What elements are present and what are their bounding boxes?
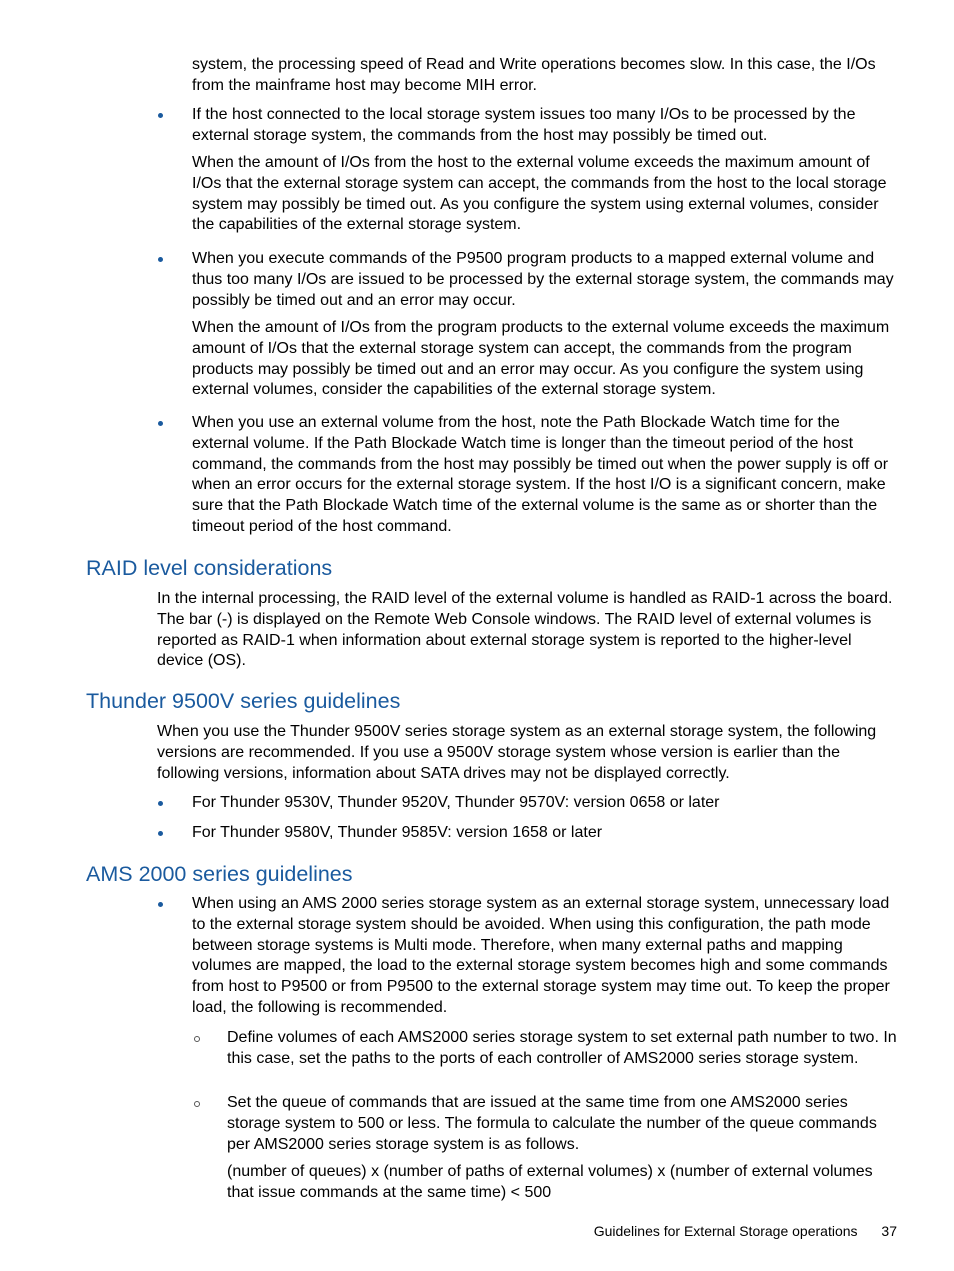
continuation-paragraph: system, the processing speed of Read and Write operations becomes slow. In this case, the I/Os from the mainframe host may become MIH error. (192, 56, 876, 94)
bullet-detail-paragraph: When the amount of I/Os from the host to the external volume exceeds the maximum amount of I/Os that the external storage system can accept, the commands from the host to the local storage system may possibly be timed out. As you configure the system using external volumes, consider the capabilities of the external storage system. (192, 154, 887, 234)
page-number: 37 (881, 1223, 897, 1239)
bullet-icon (158, 831, 163, 836)
thunder-body: When you use the Thunder 9500V series storage system as an external storage system, the following versions are recommended. If you use a 9500V storage system whose version is earlier than the following versions, information about SATA drives may not be displayed correctly. (157, 723, 877, 782)
ams-subitem: Set the queue of commands that are issued at the same time from one AMS2000 series storage system to 500 or less. The formula to calculate the number of the queue commands per AMS2000 series storage system is as follows. (227, 1094, 877, 1153)
raid-body: In the internal processing, the RAID level of the external volume is handled as RAID-1 across the board. The bar (-) is displayed on the Remote Web Console windows. The RAID level of external volumes is reported as RAID-1 when information about external storage system is reported to the higher-level device (OS). (157, 590, 893, 670)
sub-bullet-icon (194, 1036, 200, 1042)
bullet-detail-paragraph: When the amount of I/Os from the program products to the external volume exceeds the maximum amount of I/Os that the external storage system can accept, the commands from the program products may possibly be timed out and an error may occur. As you configure the system using external volumes, consider the capabilities of the external storage system. (192, 319, 890, 399)
thunder-item: For Thunder 9580V, Thunder 9585V: version 1658 or later (192, 824, 603, 841)
bullet-icon (158, 113, 163, 118)
section-heading-ams: AMS 2000 series guidelines (86, 862, 353, 886)
sub-bullet-icon (194, 1101, 200, 1107)
bullet-text: When you use an external volume from the host, note the Path Blockade Watch time for the external volume. If the Path Blockade Watch time is longer than the timeout period of the host command, the commands from the host may possibly be timed out when the power supply is off or when an error occurs for the external storage system. If the host I/O is a significant concern, make sure that the Path Blockade Watch time of the external volume is the same as or shorter than the timeout period of the host command. (192, 414, 889, 535)
page-footer (594, 1222, 897, 1240)
bullet-icon (158, 902, 163, 907)
section-heading-thunder: Thunder 9500V series guidelines (86, 689, 401, 713)
ams-formula: (number of queues) x (number of paths of external volumes) x (number of external volumes that issue commands at the same time) < 500 (227, 1163, 873, 1201)
bullet-icon (158, 801, 163, 806)
section-heading-raid: RAID level considerations (86, 556, 333, 580)
ams-subitem: Define volumes of each AMS2000 series storage system to set external path number to two. In this case, set the paths to the ports of each controller of AMS2000 series storage system. (227, 1029, 897, 1067)
bullet-text: When you execute commands of the P9500 program products to a mapped external volume and thus too many I/Os are issued to be processed by the external storage system, the commands may possibly be timed out and an error may occur. (192, 250, 894, 309)
bullet-text: If the host connected to the local storage system issues too many I/Os to be processed by the external storage system, the commands from the host may possibly be timed out. (192, 106, 856, 144)
bullet-icon (158, 257, 163, 262)
bullet-icon (158, 421, 163, 426)
ams-item: When using an AMS 2000 series storage system as an external storage system, unnecessary load to the external storage system should be avoided. When using this configuration, the path mode between storage systems is Multi mode. Therefore, when many external paths and mapping volumes are mapped, the load to the external storage system becomes high and some commands from host to P9500 or from P9500 to the external storage system may time out. To keep the proper load, the following is recommended. (192, 895, 890, 1016)
footer-title: Guidelines for External Storage operations (593, 1223, 858, 1239)
thunder-item: For Thunder 9530V, Thunder 9520V, Thunder 9570V: version 0658 or later (192, 794, 720, 811)
